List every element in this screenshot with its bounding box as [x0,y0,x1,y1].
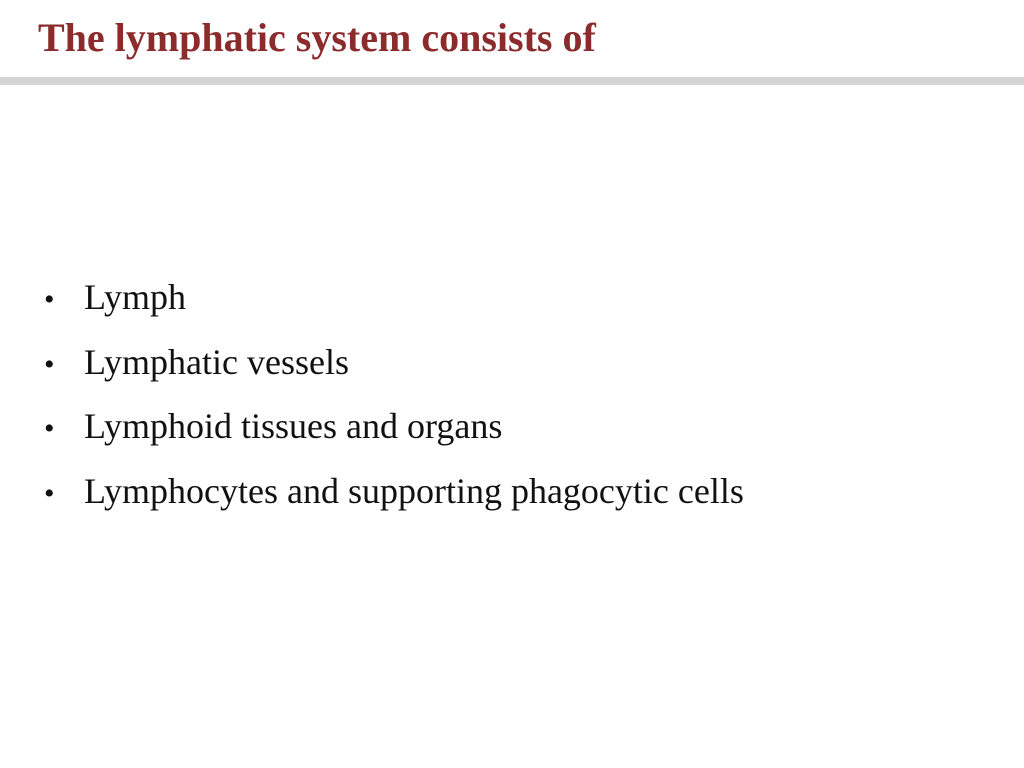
list-item [44,274,744,339]
list-item-text: Lymphoid tissues and organs [84,406,503,446]
bullet-icon: • [44,476,55,510]
bullet-icon: • [44,283,55,316]
title-divider [0,77,1024,85]
list-item-text: Lymphatic vessels [84,341,349,382]
list-item-text: Lymphocytes and supporting phagocytic cells [84,470,744,511]
list-item [44,339,744,404]
slide-title: The lymphatic system consists of [38,15,596,60]
bullet-icon: • [44,412,55,445]
list-item [44,468,744,533]
bullet-list [44,274,744,532]
list-item [44,403,744,468]
list-item-text: Lymph [84,277,187,317]
bullet-icon: • [44,347,55,381]
